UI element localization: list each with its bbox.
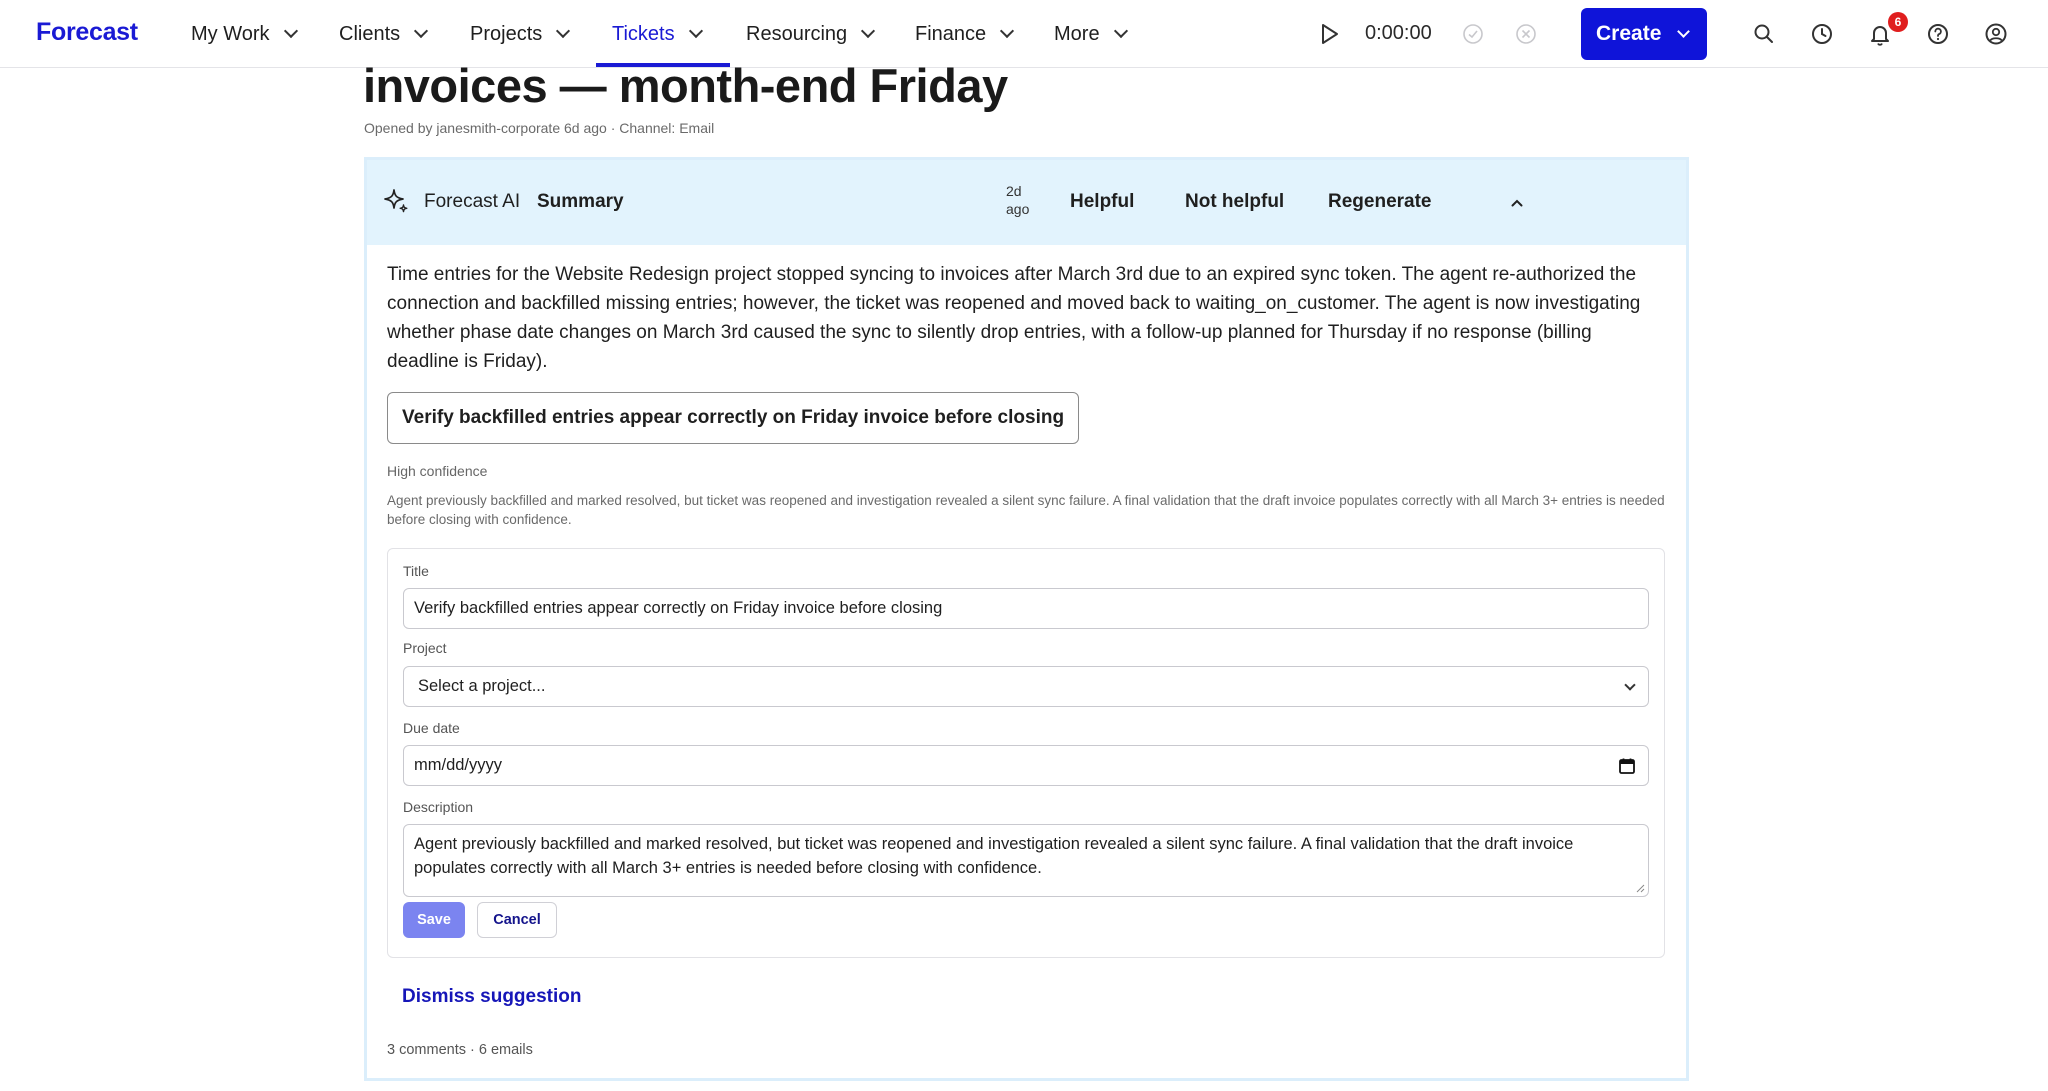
activity-counts: 3 comments · 6 emails	[387, 1042, 533, 1058]
top-nav-bar	[0, 0, 2048, 68]
description-textarea[interactable]	[403, 824, 1649, 897]
nav-resourcing-label: Resourcing	[746, 22, 848, 45]
chevron-down-icon	[1000, 24, 1014, 38]
not-helpful-button[interactable]: Not helpful	[1185, 191, 1285, 212]
ai-summary-header	[367, 160, 1686, 245]
suggested-task-chip[interactable]: Verify backfilled entries appear correctly on Friday invoice before closing	[387, 392, 1079, 444]
forecast-logo[interactable]: Forecast	[36, 18, 138, 46]
nav-projects-label: Projects	[470, 22, 543, 45]
nav-tickets-label: Tickets	[612, 22, 675, 45]
ai-summary-card	[364, 157, 1689, 1081]
create-button[interactable]	[1581, 8, 1707, 60]
save-button[interactable]: Save	[403, 902, 465, 938]
due-date-input[interactable]	[403, 745, 1649, 786]
nav-my-work-label: My Work	[191, 22, 270, 45]
resize-handle-icon[interactable]	[1635, 883, 1645, 893]
chevron-down-icon	[689, 24, 703, 38]
summary-text: Time entries for the Website Redesign project stopped syncing to invoices after March 3rd due to an expired sync token. The agent re-authorized the connection and backfilled missing entries; however, the ticket was reopened and moved back to waiting_on_customer. The agent is now investigating whether phase date changes on March 3rd caused the sync to silently drop entries, with a follow-up planned for Thursday if no response (billing deadline is Friday).	[387, 264, 1641, 372]
timer-display: 0:00:00	[1365, 22, 1432, 44]
ticket-title: invoices — month-end Friday	[363, 59, 1008, 112]
title-field-label: Title	[403, 563, 429, 579]
summary-label: Summary	[537, 191, 624, 212]
project-field-label: Project	[403, 640, 447, 656]
chevron-down-icon	[556, 24, 570, 38]
nav-more-label: More	[1054, 22, 1100, 45]
summary-age: 2d ago	[1006, 183, 1030, 217]
calendar-icon[interactable]	[1618, 757, 1636, 775]
chevron-down-icon	[861, 24, 875, 38]
user-profile-icon[interactable]	[1984, 22, 2008, 46]
description-value: Agent previously backfilled and marked resolved, but ticket was reopened and investigation revealed a silent sync failure. A final validation that the draft invoice populates correctly with all March 3+ entries is needed before closing with confidence.	[414, 835, 1574, 877]
chevron-down-icon	[1624, 679, 1635, 690]
chevron-up-icon[interactable]	[1510, 196, 1524, 210]
chevron-down-icon	[283, 24, 297, 38]
sparkle-icon	[382, 187, 410, 215]
chevron-down-icon	[414, 24, 428, 38]
play-icon[interactable]	[1320, 22, 1340, 46]
search-icon[interactable]	[1752, 22, 1776, 46]
ticket-meta: Opened by janesmith-corporate 6d ago · Channel: Email	[364, 120, 715, 136]
cancel-circle-icon[interactable]	[1515, 23, 1537, 45]
helpful-button[interactable]: Helpful	[1070, 191, 1135, 212]
ai-brand-label: Forecast AI	[424, 191, 521, 212]
confidence-label: High confidence	[387, 463, 488, 479]
title-input[interactable]	[403, 588, 1649, 629]
dismiss-suggestion-link[interactable]: Dismiss suggestion	[402, 986, 582, 1007]
notification-badge: 6	[1888, 12, 1908, 32]
due-date-placeholder: mm/dd/yyyy	[414, 756, 503, 774]
check-circle-icon[interactable]	[1462, 23, 1484, 45]
chevron-down-icon	[1114, 24, 1128, 38]
title-input-value: Verify backfilled entries appear correctly on Friday invoice before closing	[414, 599, 943, 617]
due-date-field-label: Due date	[403, 720, 460, 736]
project-select-value: Select a project...	[418, 677, 546, 695]
chevron-down-icon	[1678, 25, 1691, 38]
nav-clients-label: Clients	[339, 22, 401, 45]
regenerate-button[interactable]: Regenerate	[1328, 191, 1432, 212]
task-form	[387, 548, 1665, 958]
help-icon[interactable]	[1926, 22, 1950, 46]
description-field-label: Description	[403, 799, 474, 815]
project-select[interactable]	[403, 666, 1649, 707]
cancel-button[interactable]: Cancel	[477, 902, 557, 938]
nav-more[interactable]	[1054, 0, 1126, 68]
suggestion-reasoning: Agent previously backfilled and marked resolved, but ticket was reopened and investigation revealed a silent sync failure. A final validation that the draft invoice populates correctly with all March 3+ entries is needed before closing with confidence.	[387, 493, 1665, 527]
clock-icon[interactable]	[1810, 22, 1834, 46]
create-button-label: Create	[1596, 22, 1662, 45]
nav-my-work[interactable]	[191, 0, 296, 68]
nav-finance-label: Finance	[915, 22, 987, 45]
